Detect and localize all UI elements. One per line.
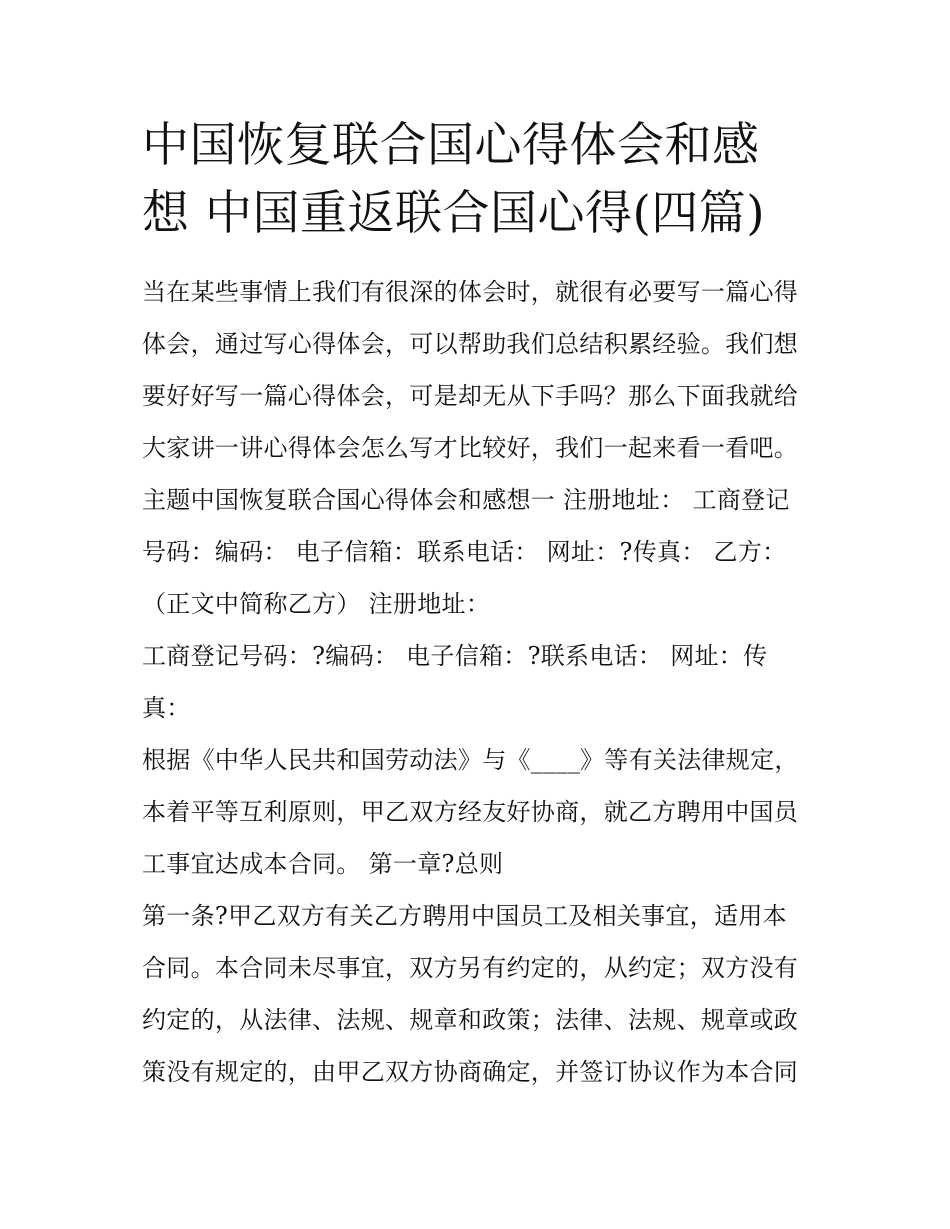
body-line: 根据《中华人民共和国劳动法》与《____》等有关法律规定， — [142, 746, 799, 774]
body-line: 当在某些事情上我们有很深的体会时，就很有必要写一篇心得 — [142, 278, 799, 306]
body-line: 合同。本合同未尽事宜，双方另有约定的，从约定；双方没有 — [142, 954, 799, 982]
body-line: 号码：编码： 电子信箱：联系电话： 网址：?传真： 乙方： — [142, 538, 787, 566]
title-line: 中国恢复联合国心得体会和感 — [142, 118, 760, 173]
body-line: 要好好写一篇心得体会，可是却无从下手吗？那么下面我就给 — [142, 382, 799, 410]
body-line: 本着平等互利原则，甲乙双方经友好协商，就乙方聘用中国员 — [142, 798, 799, 826]
body-line: 约定的，从法律、法规、规章和政策；法律、法规、规章或政 — [142, 1006, 799, 1034]
body-line: 真： — [142, 694, 191, 722]
document-page — [142, 112, 822, 1098]
body-line: 工事宜达成本合同。 第一章?总则 — [142, 850, 504, 878]
body-line: 体会，通过写心得体会，可以帮助我们总结积累经验。我们想 — [142, 330, 799, 358]
body-line: 第一条?甲乙双方有关乙方聘用中国员工及相关事宜，适用本 — [142, 902, 787, 930]
document-body — [142, 266, 822, 1098]
body-line: （正文中简称乙方） 注册地址： — [142, 590, 491, 618]
body-line: 工商登记号码：?编码： 电子信箱：?联系电话： 网址：传 — [142, 642, 768, 670]
body-line: 策没有规定的，由甲乙双方协商确定，并签订协议作为本合同 — [142, 1058, 799, 1086]
body-line: 主题中国恢复联合国心得体会和感想一 注册地址： 工商登记 — [142, 486, 790, 514]
body-line: 大家讲一讲心得体会怎么写才比较好，我们一起来看一看吧。 — [142, 434, 799, 462]
title-line: 想 中国重返联合国心得(四篇) — [142, 186, 766, 241]
document-title — [142, 112, 822, 248]
